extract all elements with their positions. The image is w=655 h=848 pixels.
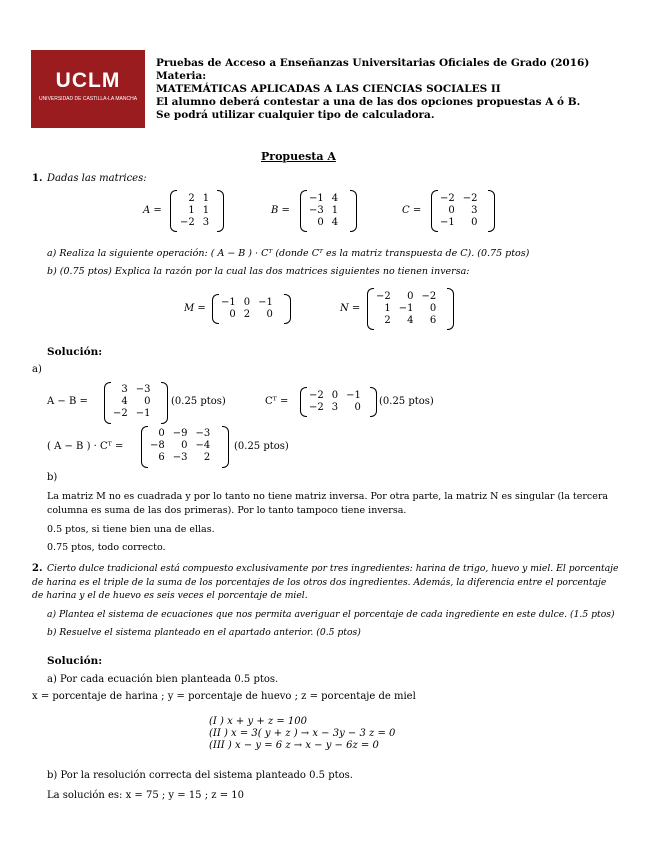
cell: 6 (158, 452, 165, 463)
solution-1-heading: Solución: (47, 346, 103, 358)
scoring-note-2: 0.75 ptos, todo correcto. (47, 542, 166, 553)
solution-1-b-label: b) (47, 472, 58, 483)
cell: −3 (195, 428, 211, 439)
cell: −1 (135, 408, 151, 419)
solution-1-b-line-1: La matriz M no es cuadrada y por lo tanto no tiene matriz inversa. Por otra parte, la matriz N es singular (la tercera (47, 491, 609, 502)
cell: 4 (121, 396, 128, 407)
matrix-a-minus-b (109, 384, 155, 420)
cell: 1 (188, 205, 195, 216)
cell: 4 (407, 315, 414, 326)
cell: 1 (384, 303, 391, 314)
header-line-5: Se podrá utilizar cualquier tipo de calculadora. (156, 109, 435, 121)
matrix-a (176, 193, 213, 229)
cell: 2 (188, 193, 195, 204)
solution-2-result: La solución es: x = 75 ; y = 15 ; z = 10 (47, 790, 245, 801)
cell: 3 (471, 205, 478, 216)
paren-right (350, 190, 357, 232)
page-title: Propuesta A (261, 150, 336, 163)
logo-text: UCLM (55, 69, 121, 92)
header-line-4: El alumno deberá contestar a una de las dos opciones propuestas A ó B. (156, 96, 581, 108)
cell: −3 (309, 205, 324, 216)
c-transpose-label: Cᵀ = (265, 396, 289, 407)
paren-right (488, 190, 495, 232)
matrix-b-label: B = (271, 205, 290, 216)
cell: −1 (346, 390, 361, 401)
product-label: ( A − B ) · Cᵀ = (47, 441, 124, 452)
cell: 2 (203, 452, 211, 463)
logo-subtitle: UNIVERSIDAD DE CASTILLA-LA MANCHA (38, 96, 138, 102)
cell: 3 (121, 384, 128, 395)
uclm-logo (31, 50, 145, 128)
cell: −2 (113, 408, 128, 419)
cell: 0 (181, 440, 188, 451)
cell: 0 (317, 217, 324, 228)
a-minus-b-points: (0.25 ptos) (171, 396, 226, 407)
cell: −9 (172, 428, 188, 439)
cell: −2 (421, 291, 437, 302)
cell: −2 (180, 217, 195, 228)
cell: −1 (309, 193, 324, 204)
q1-number: 1. (32, 173, 43, 184)
cell: 1 (331, 205, 339, 216)
cell: 0 (354, 402, 361, 413)
cell: 0 (229, 309, 236, 320)
solution-2-b: b) Por la resolución correcta del sistema planteado 0.5 ptos. (47, 770, 353, 781)
cell: 0 (158, 428, 165, 439)
matrix-c-transpose (305, 390, 365, 414)
cell: −3 (135, 384, 151, 395)
cell: −8 (150, 440, 165, 451)
cell: −2 (309, 390, 324, 401)
cell: 3 (202, 217, 210, 228)
matrix-b (305, 193, 342, 229)
q1-intro: Dadas las matrices: (47, 173, 147, 184)
cell: 0 (144, 396, 151, 407)
cell: 2 (384, 315, 391, 326)
header-line-3: MATEMÁTICAS APLICADAS A LAS CIENCIAS SOCIALES II (156, 83, 501, 95)
equation-1: (I ) x + y + z = 100 (209, 716, 307, 727)
cell: −2 (440, 193, 455, 204)
cell: −1 (440, 217, 455, 228)
cell: 0 (448, 205, 455, 216)
paren-right (370, 387, 377, 417)
scoring-note-1: 0.5 ptos, si tiene bien una de ellas. (47, 524, 215, 535)
cell: 3 (331, 402, 339, 413)
cell: −4 (195, 440, 211, 451)
paren-right (284, 294, 291, 324)
matrix-m-label: M = (184, 303, 206, 314)
matrix-product (146, 428, 214, 464)
q1-part-a: a) Realiza la siguiente operación: ( A − B ) · Cᵀ (donde Cᵀ es la matriz transpuesta de C). (0.75 ptos) (47, 248, 530, 259)
cell: 0 (429, 303, 437, 314)
q1-part-b: b) (0.75 ptos) Explica la razón por la cual las dos matrices siguientes no tienen inversa: (47, 266, 470, 277)
matrix-n-label: N = (340, 303, 361, 314)
cell: 0 (407, 291, 414, 302)
header-line-2: Materia: (156, 70, 207, 82)
paren-right (161, 382, 168, 424)
equation-2: (II ) x = 3( y + z ) → x − 3y − 3 z = 0 (209, 728, 396, 739)
cell: 0 (243, 297, 251, 308)
cell: 4 (331, 217, 339, 228)
paren-right (217, 190, 224, 232)
paren-right (447, 288, 454, 330)
matrix-c-label: C = (402, 205, 422, 216)
cell: 0 (331, 390, 339, 401)
q2-number: 2. (32, 563, 43, 574)
q2-part-b: b) Resuelve el sistema planteado en el apartado anterior. (0.5 ptos) (47, 627, 361, 638)
cell: −2 (462, 193, 478, 204)
matrix-a-label: A = (143, 205, 162, 216)
cell: 0 (266, 309, 273, 320)
product-points: (0.25 ptos) (234, 441, 289, 452)
a-minus-b-label: A − B = (47, 396, 88, 407)
equation-3: (III ) x − y = 6 z → x − y − 6z = 0 (209, 740, 379, 751)
cell: −1 (258, 297, 273, 308)
solution-2-a: a) Por cada ecuación bien planteada 0.5 ptos. (47, 674, 279, 685)
solution-1-b-line-2: columna es suma de las dos primeras). Por lo tanto tampoco tiene inversa. (47, 505, 407, 516)
cell: 6 (429, 315, 437, 326)
cell: −1 (398, 303, 414, 314)
matrix-n (372, 291, 440, 327)
variable-definitions: x = porcentaje de harina ; y = porcentaje de huevo ; z = porcentaje de miel (32, 691, 416, 702)
solution-1-a-label: a) (32, 364, 42, 375)
cell: −2 (376, 291, 391, 302)
cell: 4 (331, 193, 339, 204)
cell: −2 (309, 402, 324, 413)
q2-line-3: de harina y el de huevo es seis veces el porcentaje de miel. (32, 590, 308, 601)
matrix-c (436, 193, 482, 229)
solution-2-heading: Solución: (47, 655, 103, 667)
cell: 1 (202, 205, 210, 216)
q2-part-a: a) Plantea el sistema de ecuaciones que nos permita averiguar el porcentaje de cada ingrediente en este dulce. (1.5 ptos) (47, 609, 615, 620)
cell: −3 (172, 452, 188, 463)
q2-line-1: Cierto dulce tradicional está compuesto exclusivamente por tres ingredientes: harina de trigo, huevo y miel. El porcentaje (47, 563, 619, 574)
paren-right (222, 426, 229, 468)
cell: 0 (471, 217, 478, 228)
cell: 1 (202, 193, 210, 204)
header-line-1: Pruebas de Acceso a Enseñanzas Universitarias Oficiales de Grado (2016) (156, 57, 590, 69)
cell: 2 (243, 309, 251, 320)
q2-line-2: de harina es el triple de la suma de los porcentajes de los otros dos ingredientes. Además, la diferencia entre el porcentaje (32, 577, 607, 588)
c-transpose-points: (0.25 ptos) (379, 396, 434, 407)
cell: −1 (221, 297, 236, 308)
matrix-m (217, 297, 277, 321)
